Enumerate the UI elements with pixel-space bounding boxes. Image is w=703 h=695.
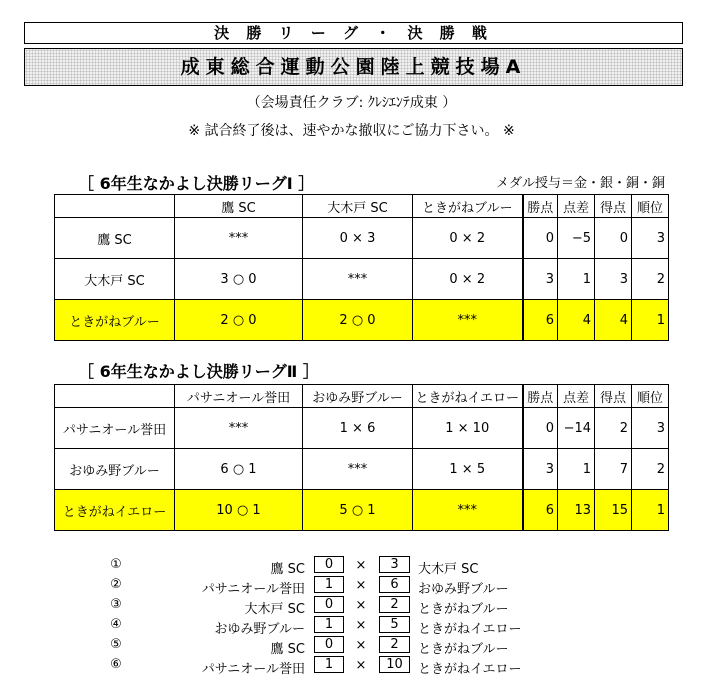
league-1-table	[54, 194, 669, 341]
league-1-title: ［ 6年生なかよし決勝リーグⅠ ］	[78, 174, 315, 193]
league-1-col-stat: 勝点	[523, 195, 558, 218]
result-cell: 1 × 10	[413, 408, 523, 449]
match-number: ②	[110, 577, 122, 592]
match-number: ⑤	[110, 637, 122, 652]
match-number: ③	[110, 597, 122, 612]
match-row	[0, 656, 703, 675]
medal-note: メダル授与＝金・銀・銅・銅	[496, 176, 666, 191]
team-name: パサニオール誉田	[55, 408, 175, 449]
league-1-col-stat: 順位	[632, 195, 669, 218]
result-cell: 10 ○ 1	[175, 490, 303, 531]
score-separator: ×	[355, 658, 367, 673]
result-cell: 1 × 6	[303, 408, 413, 449]
table-row	[55, 218, 669, 259]
league-1-corner-cell	[55, 195, 175, 218]
goals-cell: 7	[595, 449, 632, 490]
score-separator: ×	[355, 638, 367, 653]
result-cell: ***	[413, 300, 523, 341]
team-name: ときがねイエロー	[55, 490, 175, 531]
table-row	[55, 259, 669, 300]
score-separator: ×	[355, 558, 367, 573]
away-team: ときがねイエロー	[418, 622, 522, 637]
score-separator: ×	[355, 598, 367, 613]
away-team: ときがねイエロー	[418, 662, 522, 677]
points-cell: 3	[523, 449, 558, 490]
goal-diff-cell: 4	[558, 300, 595, 341]
match-row	[0, 596, 703, 615]
result-cell: ***	[413, 490, 523, 531]
goal-diff-cell: −14	[558, 408, 595, 449]
home-team: 鷹 SC	[270, 562, 305, 577]
home-team: おゆみ野ブルー	[214, 622, 305, 637]
points-cell: 6	[523, 490, 558, 531]
league-2-title: ［ 6年生なかよし決勝リーグⅡ ］	[78, 362, 319, 381]
league-1-col-stat: 得点	[595, 195, 632, 218]
home-team: パサニオール誉田	[201, 662, 305, 677]
match-row	[0, 616, 703, 635]
league-2-col-stat: 得点	[595, 385, 632, 408]
score-separator: ×	[355, 618, 367, 633]
away-team: ときがねブルー	[418, 602, 509, 617]
away-team: おゆみ野ブルー	[418, 582, 509, 597]
away-score-box: 3	[379, 556, 410, 573]
points-cell: 3	[523, 259, 558, 300]
goal-diff-cell: 1	[558, 259, 595, 300]
result-cell: 0 × 2	[413, 259, 523, 300]
league-2-col-stat: 順位	[632, 385, 669, 408]
rank-cell: 3	[632, 408, 669, 449]
table-row	[55, 449, 669, 490]
rank-cell: 1	[632, 300, 669, 341]
league-1-col-stat: 点差	[558, 195, 595, 218]
home-team: 鷹 SC	[270, 642, 305, 657]
result-cell: ***	[175, 218, 303, 259]
league-1-col-team: ときがねブルー	[413, 195, 523, 218]
goals-cell: 3	[595, 259, 632, 300]
league-2-table	[54, 384, 669, 531]
away-score-box: 10	[379, 656, 410, 673]
table-row-winner	[55, 300, 669, 341]
rank-cell: 2	[632, 259, 669, 300]
result-cell: ***	[175, 408, 303, 449]
match-row	[0, 576, 703, 595]
home-score-box: 0	[314, 636, 344, 653]
goals-cell: 4	[595, 300, 632, 341]
result-cell: ***	[303, 449, 413, 490]
goals-cell: 2	[595, 408, 632, 449]
result-cell: 2 ○ 0	[175, 300, 303, 341]
home-score-box: 1	[314, 616, 344, 633]
away-score-box: 6	[379, 576, 410, 593]
away-score-box: 5	[379, 616, 410, 633]
points-cell: 0	[523, 218, 558, 259]
rank-cell: 3	[632, 218, 669, 259]
table-row	[55, 408, 669, 449]
away-score-box: 2	[379, 596, 410, 613]
cleanup-notice: ※ 試合終了後は、速やかな撤収にご協力下さい。 ※	[188, 123, 515, 139]
score-separator: ×	[355, 578, 367, 593]
team-name: ときがねブルー	[55, 300, 175, 341]
match-number: ①	[110, 557, 122, 572]
result-cell: 2 ○ 0	[303, 300, 413, 341]
league-2-header-row	[55, 385, 669, 408]
league-1-col-team: 鷹 SC	[175, 195, 303, 218]
away-team: ときがねブルー	[418, 642, 509, 657]
rank-cell: 1	[632, 490, 669, 531]
match-number: ④	[110, 617, 122, 632]
result-cell: 6 ○ 1	[175, 449, 303, 490]
league-2-col-team: ときがねイエロー	[413, 385, 523, 408]
league-2-col-team: パサニオール誉田	[175, 385, 303, 408]
league-1-col-team: 大木戸 SC	[303, 195, 413, 218]
result-cell: 0 × 3	[303, 218, 413, 259]
home-score-box: 1	[314, 656, 344, 673]
result-cell: 5 ○ 1	[303, 490, 413, 531]
table-row-winner	[55, 490, 669, 531]
team-name: おゆみ野ブルー	[55, 449, 175, 490]
match-row	[0, 636, 703, 655]
venue-name-banner: 成東総合運動公園陸上競技場A	[24, 48, 683, 86]
venue-responsible-club: （会場責任クラブ: ｸﾚｼｴﾝﾃ成東 ）	[246, 95, 457, 111]
match-row	[0, 556, 703, 575]
result-cell: 0 × 2	[413, 218, 523, 259]
rank-cell: 2	[632, 449, 669, 490]
goals-cell: 0	[595, 218, 632, 259]
league-2-col-team: おゆみ野ブルー	[303, 385, 413, 408]
home-team: パサニオール誉田	[201, 582, 305, 597]
away-team: 大木戸 SC	[418, 562, 479, 577]
home-score-box: 0	[314, 596, 344, 613]
league-2-col-stat: 点差	[558, 385, 595, 408]
away-score-box: 2	[379, 636, 410, 653]
league-1-header-row	[55, 195, 669, 218]
team-name: 鷹 SC	[55, 218, 175, 259]
goal-diff-cell: 13	[558, 490, 595, 531]
league-2-corner-cell	[55, 385, 175, 408]
document-title: 決 勝 リ ー グ ・ 決 勝 戦	[24, 22, 683, 44]
team-name: 大木戸 SC	[55, 259, 175, 300]
result-cell: 1 × 5	[413, 449, 523, 490]
match-number: ⑥	[110, 657, 122, 672]
points-cell: 6	[523, 300, 558, 341]
points-cell: 0	[523, 408, 558, 449]
goal-diff-cell: −5	[558, 218, 595, 259]
league-2-col-stat: 勝点	[523, 385, 558, 408]
goal-diff-cell: 1	[558, 449, 595, 490]
home-score-box: 1	[314, 576, 344, 593]
result-cell: 3 ○ 0	[175, 259, 303, 300]
home-score-box: 0	[314, 556, 344, 573]
goals-cell: 15	[595, 490, 632, 531]
result-cell: ***	[303, 259, 413, 300]
home-team: 大木戸 SC	[244, 602, 305, 617]
